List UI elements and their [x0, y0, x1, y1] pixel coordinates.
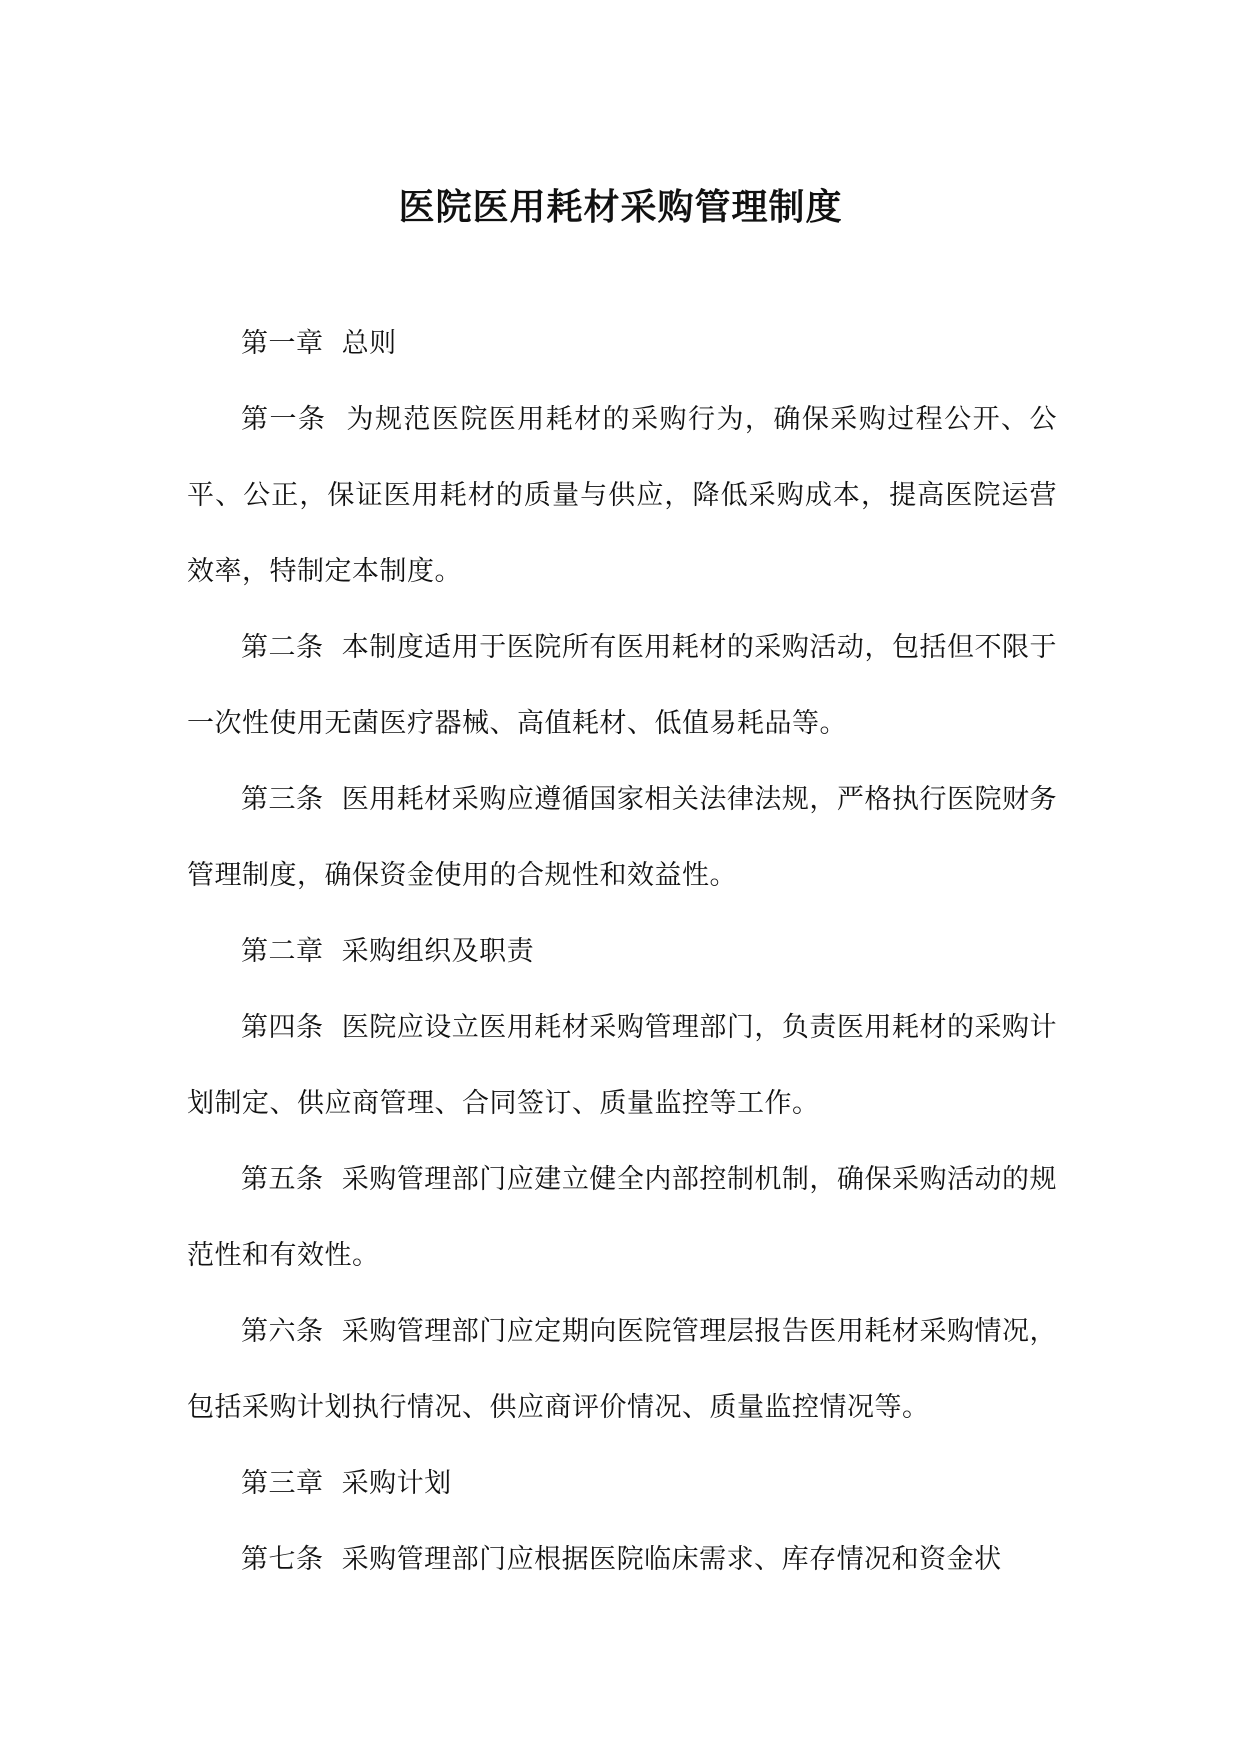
article-paragraph [187, 1142, 1057, 1294]
article-text: 本制度适用于医院所有医用耗材的采购活动，包括但不限于一次性使用无菌医疗器械、高值耗材、低值易耗品等。 [187, 632, 1058, 739]
chapter-title: 总则 [341, 328, 397, 359]
article-number: 第七条 [241, 1544, 324, 1575]
chapter-number: 第二章 [241, 936, 324, 967]
article-number: 第六条 [241, 1316, 324, 1347]
article-paragraph [187, 610, 1057, 762]
chapter-number: 第三章 [241, 1468, 324, 1499]
article-text: 采购管理部门应定期向医院管理层报告医用耗材采购情况，包括采购计划执行情况、供应商评价情况、质量监控情况等。 [187, 1316, 1058, 1423]
chapter-title: 采购组织及职责 [341, 936, 535, 967]
chapter-heading [187, 1446, 1057, 1522]
article-paragraph [187, 382, 1057, 610]
article-text: 为规范医院医用耗材的采购行为，确保采购过程公开、公平、公正，保证医用耗材的质量与供应，降低采购成本，提高医院运营效率，特制定本制度。 [187, 404, 1058, 587]
article-number: 第三条 [241, 784, 324, 815]
article-paragraph [187, 1294, 1057, 1446]
article-paragraph [187, 990, 1057, 1142]
article-text: 采购管理部门应根据医院临床需求、库存情况和资金状 [341, 1544, 1002, 1575]
chapter-number: 第一章 [241, 328, 324, 359]
article-number: 第五条 [241, 1164, 324, 1195]
article-paragraph [187, 1522, 1057, 1598]
article-number: 第一条 [241, 404, 327, 435]
chapter-heading [187, 306, 1057, 382]
article-number: 第四条 [241, 1012, 324, 1043]
chapter-heading [187, 914, 1057, 990]
chapter-title: 采购计划 [341, 1468, 452, 1499]
article-text: 采购管理部门应建立健全内部控制机制，确保采购活动的规范性和有效性。 [187, 1164, 1058, 1271]
document-title: 医院医用耗材采购管理制度 [398, 186, 843, 228]
article-number: 第二条 [241, 632, 324, 663]
article-text: 医用耗材采购应遵循国家相关法律法规，严格执行医院财务管理制度，确保资金使用的合规性和效益性。 [187, 784, 1058, 891]
article-paragraph [187, 762, 1057, 914]
document-body [187, 306, 1057, 1598]
article-text: 医院应设立医用耗材采购管理部门，负责医用耗材的采购计划制定、供应商管理、合同签订、质量监控等工作。 [187, 1012, 1058, 1119]
